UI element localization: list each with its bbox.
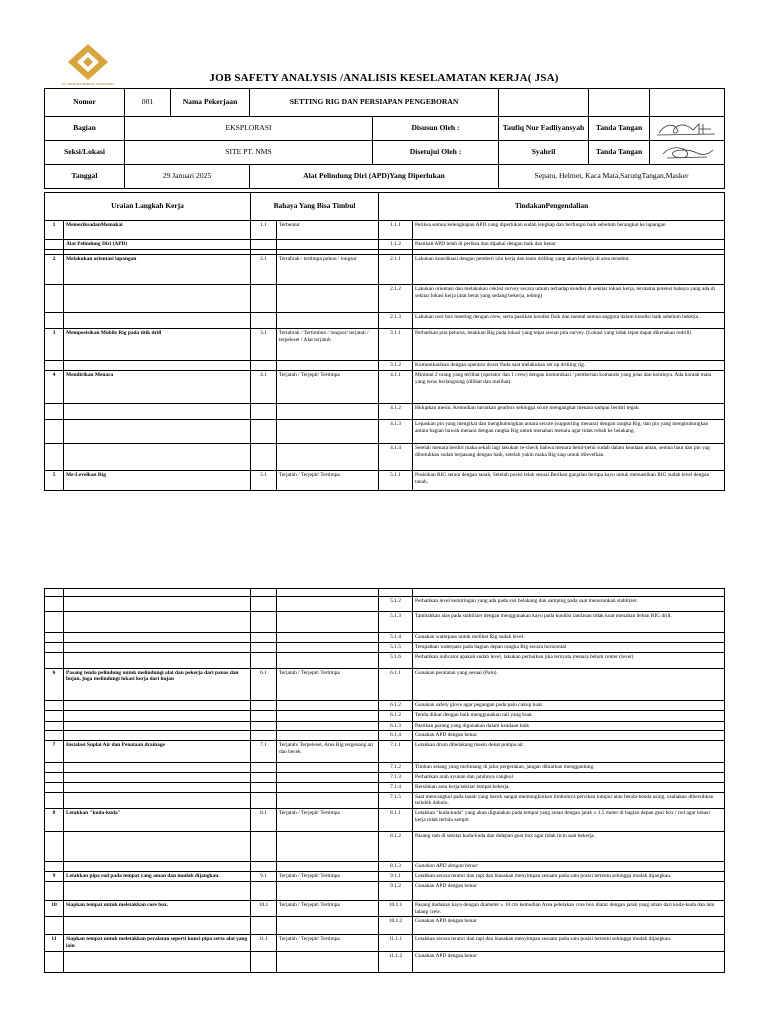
step-description <box>64 403 251 419</box>
control-number: 3.1.1 <box>379 329 413 361</box>
control-number: 8.1.1 <box>379 809 413 832</box>
hazard-description <box>277 881 379 900</box>
step-description: Memposisikan Mobile Rig pada titik drill <box>64 329 251 361</box>
tanggal-label: Tanggal <box>45 165 125 189</box>
hazard-description <box>277 917 379 935</box>
table-row <box>45 221 725 240</box>
hazard-number <box>251 285 277 313</box>
control-description: Lakukan orientasi dan melakukan ceklist survey secara umum terhadap kondisi di sekitar lokasi kerja, terutama potensi bahaya yang ada di sekitar lokasi kerja (alat berat yang sedang bekerja, tebing) <box>413 285 725 313</box>
control-number: 3.1.2 <box>379 361 413 371</box>
control-description: Letakkan drum dibelakang mesin dekat pompa air. <box>413 741 725 763</box>
step-number <box>45 782 64 792</box>
step-description <box>64 782 251 792</box>
hazard-number: 6.1 <box>251 668 277 700</box>
control-number: 5.1.4 <box>379 633 413 643</box>
step-description <box>64 721 251 731</box>
control-description: Komunikasikan dengan operator dozer Pada saat melakukan set up drilling rig. <box>413 361 725 371</box>
control-description: Periksa semua kelengkapan APD yang diperlukan sudah lengkap dan berfungsi baik sebelum berangkat ke lapangan <box>413 221 725 240</box>
disusun-label: Disusun Oleh : <box>373 117 499 141</box>
control-number: 5.1.2 <box>379 597 413 612</box>
hazard-description <box>277 832 379 862</box>
control-number: 2.1.3 <box>379 313 413 329</box>
step-number <box>45 240 64 250</box>
step-description <box>64 832 251 862</box>
hazard-number <box>251 361 277 371</box>
hazard-number: 2.1 <box>251 255 277 285</box>
step-number <box>45 313 64 329</box>
control-number: 6.1.2 <box>379 710 413 721</box>
control-description: Perhatikan arah ayunan dan jatuhnya cangkul <box>413 773 725 783</box>
nama-pekerjaan-label: Nama Pekerjaan <box>171 89 250 117</box>
disusun-value: Taufiq Nur Fadliyansyah <box>499 117 589 141</box>
control-description: Tambahkan alas pada stabilizer dengan menggunakan kayu pada kondisi landasan tidak kuat menahan beban RIG drill. <box>413 612 725 633</box>
signature-2 <box>650 141 725 165</box>
hazard-description <box>277 240 379 250</box>
control-number: 7.1.2 <box>379 763 413 773</box>
step-description <box>64 443 251 470</box>
step-number <box>45 285 64 313</box>
step-number: 2 <box>45 255 64 285</box>
control-number: 4.1.3 <box>379 419 413 443</box>
hazard-description <box>277 782 379 792</box>
hazard-description <box>277 589 379 597</box>
hazard-number: 4.1 <box>251 370 277 403</box>
control-number: 2.1.1 <box>379 255 413 285</box>
hazard-number <box>251 443 277 470</box>
hazard-description <box>277 313 379 329</box>
control-description: Lepaskan pin yang mengikat dan menghubungkan antara secure (supporting menara) dengan rangka Rig, dan pin yang menghubungkan antara bagian bawah menara dengan rangka Rig untuk menahan menara agar tidak rebah ke belakang. <box>413 419 725 443</box>
hazard-description <box>277 763 379 773</box>
control-number: 10.1.1 <box>379 900 413 917</box>
table-row <box>45 935 725 952</box>
hazard-number <box>251 881 277 900</box>
column-header-tindakan: TindakanPengendalian <box>379 193 725 221</box>
hazard-description <box>277 612 379 633</box>
control-number: 5.1.1 <box>379 470 413 490</box>
hazard-number <box>251 642 277 652</box>
control-description: Perhatikan indicator apakah sudah level, lakukan perbaikan jika ternyata menara belum center (level) <box>413 652 725 668</box>
table-row <box>45 285 725 313</box>
step-description <box>64 361 251 371</box>
seksi-value: SITE PT. NMS <box>125 141 373 165</box>
step-number <box>45 589 64 597</box>
step-description <box>64 917 251 935</box>
hazard-description <box>277 773 379 783</box>
step-description <box>64 642 251 652</box>
blank-cell <box>650 89 725 117</box>
table-row <box>45 763 725 773</box>
table-row <box>45 917 725 935</box>
hazard-number: 3.1 <box>251 329 277 361</box>
jsa-table-page-2 <box>44 588 725 973</box>
signature-icon <box>657 144 717 162</box>
control-number: 6.1.3 <box>379 721 413 731</box>
hazard-number <box>251 917 277 935</box>
hazard-number: 11.1 <box>251 935 277 952</box>
table-row <box>45 862 725 872</box>
table-row <box>45 741 725 763</box>
table-row <box>45 731 725 741</box>
table-row <box>45 589 725 597</box>
table-row <box>45 361 725 371</box>
table-row <box>45 872 725 882</box>
hazard-number <box>251 951 277 972</box>
apd-value: Sepatu, Helmet, Kaca Mata,SarungTangan,Masker <box>499 165 725 189</box>
control-number: 8.1.2 <box>379 832 413 862</box>
step-description <box>64 612 251 633</box>
step-description <box>64 633 251 643</box>
step-number <box>45 710 64 721</box>
step-description <box>64 773 251 783</box>
control-description: Letakkan secara teratur dan rapi dan biasakan menyimpan sesuatu pada satu posisi tertentu sehingga mudah dijangkau. <box>413 872 725 882</box>
hazard-number: 10.1 <box>251 900 277 917</box>
control-number: 11.1.2 <box>379 951 413 972</box>
step-number <box>45 642 64 652</box>
step-description <box>64 700 251 710</box>
hazard-description: Terjatuh / Terjepit/ Tertimpa <box>277 668 379 700</box>
hazard-description <box>277 652 379 668</box>
hazard-description: Terbentur <box>277 221 379 240</box>
step-description <box>64 285 251 313</box>
step-description: Siapkan tempat untuk meletakkan peralatan seperti kunci pipa serta alat yang lain <box>64 935 251 952</box>
control-description: Tempatkan waterpass pada bagian depan rangka Rig secara horizontal <box>413 642 725 652</box>
step-number <box>45 597 64 612</box>
hazard-description <box>277 285 379 313</box>
table-row <box>45 313 725 329</box>
control-number: 4.1.2 <box>379 403 413 419</box>
step-number <box>45 443 64 470</box>
hazard-number <box>251 419 277 443</box>
control-number: 1.1.1 <box>379 221 413 240</box>
hazard-description <box>277 419 379 443</box>
blank-cell <box>589 89 650 117</box>
step-description <box>64 652 251 668</box>
table-row <box>45 881 725 900</box>
hazard-description <box>277 700 379 710</box>
table-row <box>45 370 725 403</box>
hazard-description <box>277 710 379 721</box>
bagian-value: EKSPLORASI <box>125 117 373 141</box>
control-description: Minimal 2 orang yang terlibat (operator dan 1 crew) dengan komunikasi / pemberian komando yang jelas dan kontinyu. Ada kontak mata yang terus berlangsung (dilihat dan melihat). <box>413 370 725 403</box>
hazard-description <box>277 862 379 872</box>
hazard-description: Terjatuh / Terjepit/ Tertimpa <box>277 470 379 490</box>
step-number <box>45 881 64 900</box>
control-description: Pasang ram di sekitar kuda-kuda dan didepan gear box agar tidak licin saat bekerja. <box>413 832 725 862</box>
control-number: 1.1.2 <box>379 240 413 250</box>
control-description: Setelah menara berdiri maka sekali lagi lakukan re-check bahwa menara betul-betul sudah dalam keadaan aman, semua baut dan pin yag dibutuhkan sudah terpasang dengan baik, setelah yakin maka Rig siap untuk dilevelkan. <box>413 443 725 470</box>
hazard-number <box>251 721 277 731</box>
control-number: 6.1.2 <box>379 700 413 710</box>
hazard-number <box>251 792 277 809</box>
ttd-label-2: Tanda Tangan <box>589 141 650 165</box>
hazard-number <box>251 589 277 597</box>
hazard-number <box>251 652 277 668</box>
document-title: JOB SAFETY ANALYSIS /ANALISIS KESELAMATAN KERJA( JSA) <box>209 72 559 84</box>
hazard-number <box>251 731 277 741</box>
table-row <box>45 470 725 490</box>
control-number: 7.1.1 <box>379 741 413 763</box>
signature-1 <box>650 117 725 141</box>
table-row <box>45 721 725 731</box>
control-description: Perhatikan pita pelurus, letakkan Rig pada lokasi yang tepat sesuai pita survey. (Lokasi yang tidak tepat dapat dikenakan redrill) <box>413 329 725 361</box>
hazard-number <box>251 633 277 643</box>
hazard-number <box>251 313 277 329</box>
table-row <box>45 255 725 285</box>
hazard-number <box>251 773 277 783</box>
step-number <box>45 700 64 710</box>
table-row <box>45 832 725 862</box>
hazard-description <box>277 403 379 419</box>
control-number: 8.1.3 <box>379 862 413 872</box>
step-number: 4 <box>45 370 64 403</box>
control-number: 9.1.2 <box>379 881 413 900</box>
table-row <box>45 642 725 652</box>
hazard-description: Tertabrak / tertimpa pohon / longsor <box>277 255 379 285</box>
step-number <box>45 361 64 371</box>
hazard-number: 8.1 <box>251 809 277 832</box>
header-table <box>44 88 725 189</box>
hazard-number: 9.1 <box>251 872 277 882</box>
step-description <box>64 589 251 597</box>
hazard-description: Terjatuh/ Terpeleset, Area Rig tergenang air dan becek <box>277 741 379 763</box>
step-number <box>45 862 64 872</box>
step-description <box>64 792 251 809</box>
control-description: Gunakan safety glove agar pegangan pada palu cukup kuat. <box>413 700 725 710</box>
hazard-description: Terjatuh / Terjepit/ Tertimpa <box>277 900 379 917</box>
step-number: 9 <box>45 872 64 882</box>
bagian-label: Bagian <box>45 117 125 141</box>
step-number: 5 <box>45 470 64 490</box>
control-description: Gunakan waterpass untuk melihat Rig sudah level. <box>413 633 725 643</box>
control-description: Letakkan secara teratur dan rapi dan biasakan menyimpan sesuatu pada satu posisi tertentu sehingga mudah dijangkau. <box>413 935 725 952</box>
step-number: 3 <box>45 329 64 361</box>
step-description <box>64 731 251 741</box>
table-row <box>45 700 725 710</box>
step-description <box>64 881 251 900</box>
step-number: 1 <box>45 221 64 240</box>
control-number: 5.1.3 <box>379 612 413 633</box>
hazard-description <box>277 633 379 643</box>
control-description: Timbun selang yang melintang di jalur pergerakan, jangan dibiarkan menggantung. <box>413 763 725 773</box>
step-number: 7 <box>45 741 64 763</box>
hazard-description: Tertabrak / Tertimbun / longsor/ terjatuh / terpeleset / Alat terjatuh <box>277 329 379 361</box>
control-description: Gunakan peralatan yang sesuai (Palu). <box>413 668 725 700</box>
table-row <box>45 809 725 832</box>
control-number: 6.1.1 <box>379 668 413 700</box>
hazard-number <box>251 782 277 792</box>
control-description: Saat mencangkul pada tanah yang becek sangat memungkinkan timbulnya percikan lumpur atau benda-benda asing, usahakan dibersihkan terlebih dahulu. <box>413 792 725 809</box>
control-description: Lakukan koordinasi dengan pemberi izin kerja dan team drilling yang akan bekerja di area tersebut. <box>413 255 725 285</box>
step-description <box>64 710 251 721</box>
step-number <box>45 403 64 419</box>
ttd-label-1: Tanda Tangan <box>589 117 650 141</box>
step-description <box>64 419 251 443</box>
step-number: 6 <box>45 668 64 700</box>
table-row <box>45 773 725 783</box>
control-number: 4.1.4 <box>379 443 413 470</box>
step-number <box>45 917 64 935</box>
step-number <box>45 721 64 731</box>
hazard-description: Terjatuh / Terjepit/ Tertimpa <box>277 370 379 403</box>
control-description: Letakkan "kuda-kuda" yang akan digunakan pada tempat yang aman dengan jarak ± 1,5 meter di bagian depan gear box / rod agar lokasi kerja tidak terlalu sempit <box>413 809 725 832</box>
step-number: 10 <box>45 900 64 917</box>
table-row <box>45 900 725 917</box>
hazard-number <box>251 710 277 721</box>
hazard-number <box>251 597 277 612</box>
disetujui-label: Disetujui Oleh : <box>373 141 499 165</box>
step-number: 8 <box>45 809 64 832</box>
table-row <box>45 668 725 700</box>
control-description: Pasang dudukan kayu dengan diameter ± 10 cm kemudian Area peletakan core box diatur dengan jarak yang aman dari kuda-kuda dan lalu lalang crew. <box>413 900 725 917</box>
table-row <box>45 403 725 419</box>
table-row <box>45 419 725 443</box>
control-description: Bersihkan area kerja/sekitar tempat bekerja. <box>413 782 725 792</box>
nomor-value: 001 <box>125 89 171 117</box>
logo-caption: PT. ANTEGRA MINERAL NUSANTARA <box>62 82 114 86</box>
control-number: 10.1.2 <box>379 917 413 935</box>
seksi-label: Seksi/Lokasi <box>45 141 125 165</box>
control-description: Perhatikan level kemiringan yang ada pada sisi belakang dan samping pada saat menurunkan stabilizer. <box>413 597 725 612</box>
control-number: 5.1.6 <box>379 652 413 668</box>
step-description: Letakkan pipa rod pada tempat yang aman dan mudah dijangkau. <box>64 872 251 882</box>
hazard-description <box>277 731 379 741</box>
hazard-number <box>251 612 277 633</box>
control-description <box>413 589 725 597</box>
table-row <box>45 612 725 633</box>
hazard-description: Terjatuh / Terjepit/ Tertimpa <box>277 872 379 882</box>
hazard-number <box>251 763 277 773</box>
step-description: MemeriksadanMemakai <box>64 221 251 240</box>
step-description: Instalasi Suplai Air dan Penataan drainage <box>64 741 251 763</box>
jsa-table-page-1 <box>44 192 725 491</box>
table-row <box>45 240 725 250</box>
step-description <box>64 313 251 329</box>
control-description: Pastikan parang yang digunakan dalam keadaan baik <box>413 721 725 731</box>
table-row <box>45 633 725 643</box>
control-number <box>379 589 413 597</box>
control-description: Posisikan RIG serata dengan tanah, Setelah posisi telah sesuai Berikan ganjalan berupa kayu untuk memastikan RIG sudah level dengan tanah. <box>413 470 725 490</box>
control-number: 5.1.5 <box>379 642 413 652</box>
nomor-label: Nomor <box>45 89 125 117</box>
hazard-number: 1.1 <box>251 221 277 240</box>
step-number <box>45 731 64 741</box>
step-description <box>64 763 251 773</box>
control-description: Gunakan APD dengan benar <box>413 951 725 972</box>
disetujui-value: Syahril <box>499 141 589 165</box>
step-number: 11 <box>45 935 64 952</box>
step-description: Melakukan orientasi lapangan <box>64 255 251 285</box>
nama-pekerjaan-value: SETTING RIG DAN PERSIAPAN PENGEBORAN <box>250 89 499 117</box>
control-number: 7.1.4 <box>379 782 413 792</box>
hazard-description <box>277 361 379 371</box>
hazard-description <box>277 597 379 612</box>
column-header-bahaya: Bahaya Yang Bisa Timbul <box>251 193 379 221</box>
signature-icon <box>655 120 719 138</box>
step-number <box>45 773 64 783</box>
hazard-description <box>277 792 379 809</box>
step-description: Pasang tenda pelindung untuk melindungi alat dan pekerja dari panas dan hujan, juga melindungi lokasi kerja dari hujan <box>64 668 251 700</box>
control-description: Hidupkan mesin, Kemudian turunkan gearbox sehingga score mengangkat menara sampai berdiri tegak. <box>413 403 725 419</box>
step-number <box>45 792 64 809</box>
control-description: Gunakan APD dengan benar. <box>413 731 725 741</box>
step-number <box>45 951 64 972</box>
hazard-number <box>251 240 277 250</box>
control-description: Pastikan APD telah di periksa dan dipakai dengan baik dan benar <box>413 240 725 250</box>
hazard-number <box>251 832 277 862</box>
step-description: Letakkan "kuda-kuda" <box>64 809 251 832</box>
step-description: Mendirikan Menara <box>64 370 251 403</box>
control-description: Gunakan APD dengan benar <box>413 881 725 900</box>
step-number <box>45 612 64 633</box>
control-number: 4.1.1 <box>379 370 413 403</box>
tanggal-value: 29 Januari 2025 <box>125 165 250 189</box>
step-description: Alat Pelindung Diri (APD) <box>64 240 251 250</box>
table-row <box>45 443 725 470</box>
step-number <box>45 419 64 443</box>
step-description <box>64 597 251 612</box>
step-number <box>45 652 64 668</box>
hazard-number <box>251 700 277 710</box>
control-number: 2.1.2 <box>379 285 413 313</box>
control-number: 11.1.1 <box>379 935 413 952</box>
control-description: Tenda diikat dengan baik menggunakan tali yang kuat. <box>413 710 725 721</box>
step-description: Me-Levelkan Rig <box>64 470 251 490</box>
step-number <box>45 832 64 862</box>
hazard-number <box>251 403 277 419</box>
control-description: Gunakan APD dengan benar <box>413 917 725 935</box>
blank-cell <box>499 89 589 117</box>
table-row <box>45 792 725 809</box>
control-number: 7.1.3 <box>379 773 413 783</box>
hazard-description <box>277 951 379 972</box>
hazard-description: Terjatuh / Terjepit/ Tertimpa <box>277 809 379 832</box>
step-description <box>64 951 251 972</box>
step-number <box>45 633 64 643</box>
step-description <box>64 862 251 872</box>
step-description: Siapkan tempat untuk meletakkan core box. <box>64 900 251 917</box>
table-row <box>45 329 725 361</box>
table-row <box>45 951 725 972</box>
table-row <box>45 652 725 668</box>
apd-label: Alat Pelindung Diri (APD)Yang Diperlukan <box>250 165 499 189</box>
control-description: Lakukan tool box meeting dengan crew, serta pastikan kondisi fisik dan mental semua anggota dalam kondisi baik sebelum bekerja . <box>413 313 725 329</box>
table-row <box>45 597 725 612</box>
hazard-number: 7.1 <box>251 741 277 763</box>
column-header-uraian: Uraian Langkah Kerja <box>45 193 251 221</box>
hazard-number: 5.1 <box>251 470 277 490</box>
hazard-description <box>277 721 379 731</box>
table-row <box>45 710 725 721</box>
control-number: 6.1.4 <box>379 731 413 741</box>
table-row <box>45 782 725 792</box>
hazard-number <box>251 862 277 872</box>
hazard-description <box>277 443 379 470</box>
hazard-description: Terjatuh / Terjepit/ Tertimpa <box>277 935 379 952</box>
control-number: 9.1.1 <box>379 872 413 882</box>
control-description: Gunakan APD dengan benar <box>413 862 725 872</box>
control-number: 7.1.5 <box>379 792 413 809</box>
step-number <box>45 763 64 773</box>
hazard-description <box>277 642 379 652</box>
